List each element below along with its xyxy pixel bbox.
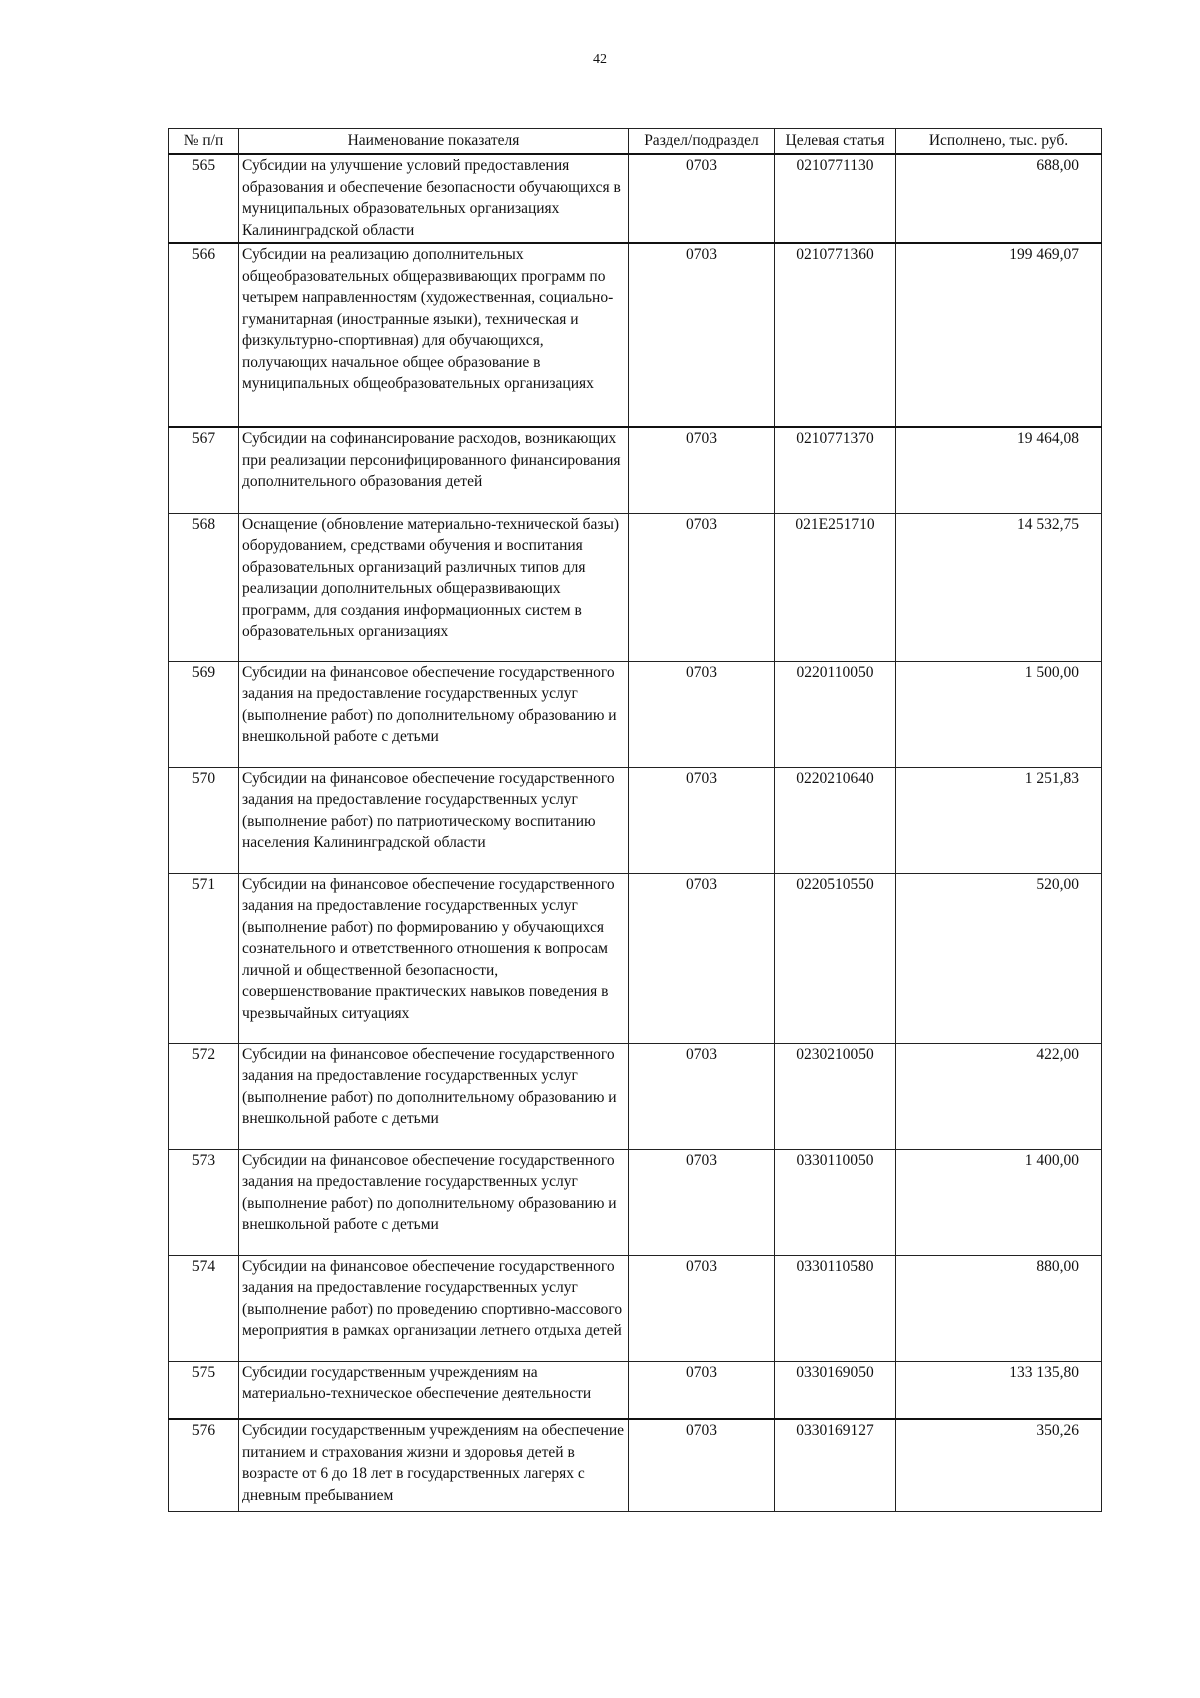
row-name: Субсидии государственным учреждениям на материально-техническое обеспечение деятельности <box>239 1361 629 1419</box>
row-section: 0703 <box>629 513 775 661</box>
table-row <box>169 767 1102 873</box>
row-target: 021E251710 <box>775 513 896 661</box>
row-section: 0703 <box>629 873 775 1043</box>
row-target: 0330110580 <box>775 1255 896 1361</box>
row-number: 575 <box>169 1361 239 1419</box>
table-row <box>169 661 1102 767</box>
table-row <box>169 243 1102 427</box>
row-amount: 199 469,07 <box>896 243 1102 427</box>
row-name: Субсидии на улучшение условий предоставления образования и обеспечение безопасности обучающихся в муниципальных образовательных организациях Калининградской области <box>239 154 629 243</box>
row-name: Субсидии на финансовое обеспечение государственного задания на предоставление государственных услуг (выполнение работ) по дополнительному образованию и внешкольной работе с детьми <box>239 1043 629 1149</box>
row-target: 0330169050 <box>775 1361 896 1419</box>
table-row <box>169 873 1102 1043</box>
row-amount: 688,00 <box>896 154 1102 243</box>
row-target: 0220110050 <box>775 661 896 767</box>
row-target: 0230210050 <box>775 1043 896 1149</box>
row-name: Оснащение (обновление материально-технической базы) оборудованием, средствами обучения и воспитания образовательных организаций различных типов для реализации дополнительных общеразвивающих программ, для создания информационных систем в образовательных организациях <box>239 513 629 661</box>
row-amount: 19 464,08 <box>896 427 1102 513</box>
row-amount: 14 532,75 <box>896 513 1102 661</box>
row-target: 0220210640 <box>775 767 896 873</box>
row-name: Субсидии на реализацию дополнительных общеобразовательных общеразвивающих программ по четырем направленностям (художественная, социально-гуманитарная (иностранные языки), техническая и физкультурно-спортивная) для обучающихся, получающих начальное общее образование в муниципальных общеобразовательных организациях <box>239 243 629 427</box>
table-row <box>169 154 1102 243</box>
row-number: 574 <box>169 1255 239 1361</box>
row-amount: 880,00 <box>896 1255 1102 1361</box>
table-row <box>169 513 1102 661</box>
row-section: 0703 <box>629 1043 775 1149</box>
row-name: Субсидии на финансовое обеспечение государственного задания на предоставление государственных услуг (выполнение работ) по проведению спортивно-массового мероприятия в рамках организации летнего отдыха детей <box>239 1255 629 1361</box>
row-name: Субсидии на финансовое обеспечение государственного задания на предоставление государственных услуг (выполнение работ) по патриотическому воспитанию населения Калининградской области <box>239 767 629 873</box>
row-amount: 422,00 <box>896 1043 1102 1149</box>
row-section: 0703 <box>629 1255 775 1361</box>
row-amount: 1 500,00 <box>896 661 1102 767</box>
header-num: № п/п <box>169 129 239 155</box>
row-target: 0210771370 <box>775 427 896 513</box>
row-section: 0703 <box>629 767 775 873</box>
row-number: 565 <box>169 154 239 243</box>
table-header-row <box>169 129 1102 155</box>
table-row <box>169 1043 1102 1149</box>
header-name: Наименование показателя <box>239 129 629 155</box>
header-target: Целевая статья <box>775 129 896 155</box>
row-number: 567 <box>169 427 239 513</box>
row-name: Субсидии на софинансирование расходов, возникающих при реализации персонифицированного финансирования дополнительного образования детей <box>239 427 629 513</box>
row-name: Субсидии на финансовое обеспечение государственного задания на предоставление государственных услуг (выполнение работ) по дополнительному образованию и внешкольной работе с детьми <box>239 1149 629 1255</box>
row-name: Субсидии на финансовое обеспечение государственного задания на предоставление государственных услуг (выполнение работ) по формированию у обучающихся сознательного и ответственного отношения к вопросам личной и общественной безопасности, совершенствование практических навыков поведения в чрезвычайных ситуациях <box>239 873 629 1043</box>
row-name: Субсидии государственным учреждениям на обеспечение питанием и страхования жизни и здоровья детей в возрасте от 6 до 18 лет в государственных лагерях с дневным пребыванием <box>239 1419 629 1511</box>
row-number: 566 <box>169 243 239 427</box>
row-section: 0703 <box>629 1361 775 1419</box>
row-section: 0703 <box>629 1149 775 1255</box>
budget-table <box>168 128 1102 1512</box>
page-number: 42 <box>593 52 607 67</box>
row-section: 0703 <box>629 1419 775 1511</box>
row-number: 568 <box>169 513 239 661</box>
row-number: 570 <box>169 767 239 873</box>
row-target: 0330169127 <box>775 1419 896 1511</box>
table-row <box>169 1149 1102 1255</box>
row-section: 0703 <box>629 154 775 243</box>
row-number: 571 <box>169 873 239 1043</box>
row-section: 0703 <box>629 243 775 427</box>
row-amount: 1 251,83 <box>896 767 1102 873</box>
row-number: 569 <box>169 661 239 767</box>
row-number: 576 <box>169 1419 239 1511</box>
table-row <box>169 1361 1102 1419</box>
table-row <box>169 1419 1102 1511</box>
header-section: Раздел/подраздел <box>629 129 775 155</box>
row-amount: 1 400,00 <box>896 1149 1102 1255</box>
row-amount: 133 135,80 <box>896 1361 1102 1419</box>
row-target: 0210771360 <box>775 243 896 427</box>
row-number: 573 <box>169 1149 239 1255</box>
header-amount: Исполнено, тыс. руб. <box>896 129 1102 155</box>
row-amount: 520,00 <box>896 873 1102 1043</box>
row-name: Субсидии на финансовое обеспечение государственного задания на предоставление государственных услуг (выполнение работ) по дополнительному образованию и внешкольной работе с детьми <box>239 661 629 767</box>
row-target: 0210771130 <box>775 154 896 243</box>
row-section: 0703 <box>629 427 775 513</box>
row-section: 0703 <box>629 661 775 767</box>
table-row <box>169 1255 1102 1361</box>
row-target: 0220510550 <box>775 873 896 1043</box>
row-target: 0330110050 <box>775 1149 896 1255</box>
row-number: 572 <box>169 1043 239 1149</box>
table-row <box>169 427 1102 513</box>
row-amount: 350,26 <box>896 1419 1102 1511</box>
